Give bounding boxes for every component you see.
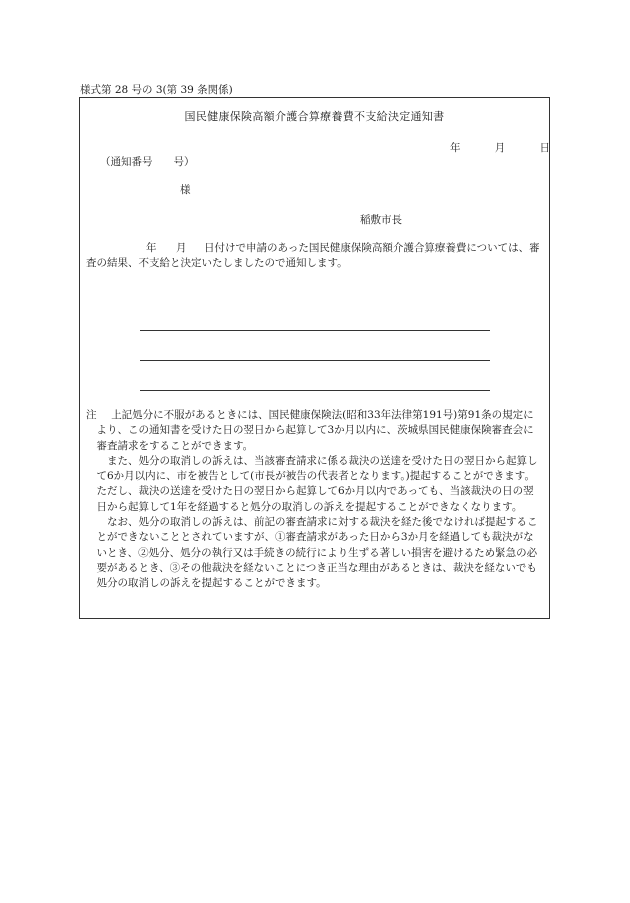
body-date-year: 年 (146, 242, 157, 254)
note-paragraph-1 (86, 408, 543, 454)
note-paragraph-2: また、処分の取消しの訴えは、当該審査請求に係る裁決の送達を受けた日の翌日から起算して6か月以内に、市を被告として(市長が被告の代表者となります。)提起することができます。ただし、裁決の送達を受けた日の翌日から起算して6か月以内であっても、当該裁決の日の翌日から起算して1年を経過すると処分の取消しの訴えを提起することができなくなります。 (96, 454, 538, 513)
issuer-name: 稲敷市長 (360, 214, 402, 226)
note-text-1: 上記処分に不服があるときには、国民健康保険法(昭和33年法律第191号)第91条の規定により、この通知書を受けた日の翌日から起算して3か月以内に、茨城県国民健康保険審査会に審査請求をすることができます。 (96, 409, 534, 452)
form-number: 様式第 28 号の 3(第 39 条関係) (80, 84, 233, 96)
issue-date (450, 140, 550, 155)
body-date-month: 月 (176, 242, 187, 254)
reason-line-3 (140, 390, 490, 391)
addressee-suffix: 様 (180, 184, 191, 196)
appeal-notes (86, 408, 543, 592)
date-year-label: 年 (450, 142, 461, 154)
note-marker: 注 (86, 409, 97, 421)
document-title: 国民健康保険高額介護合算療養費不支給決定通知書 (184, 110, 445, 123)
notice-number: （通知番号 号） (100, 156, 195, 168)
notice-frame (79, 97, 550, 619)
reason-line-2 (140, 360, 490, 361)
body-text: 日付けで申請のあった国民健康保険高額介護合算療養費については、審査の結果、不支給と決定いたしましたので通知します。 (86, 242, 540, 269)
notice-body (86, 241, 543, 271)
date-month-label: 月 (494, 142, 506, 154)
note-paragraph-3: なお、処分の取消しの訴えは、前記の審査請求に対する裁決を経た後でなければ提起することができないこととされていますが、①審査請求があった日から3か月を経過しても裁決がないとき、②処分、処分の執行又は手続きの続行により生ずる著しい損害を避けるため緊急の必要があるとき、③その他裁決を経ないことにつき正当な理由があるときは、裁決を経ないでも処分の取消しの訴えを提起することができます。 (96, 516, 538, 590)
date-day-label: 日 (539, 142, 550, 154)
reason-line-1 (140, 330, 490, 331)
